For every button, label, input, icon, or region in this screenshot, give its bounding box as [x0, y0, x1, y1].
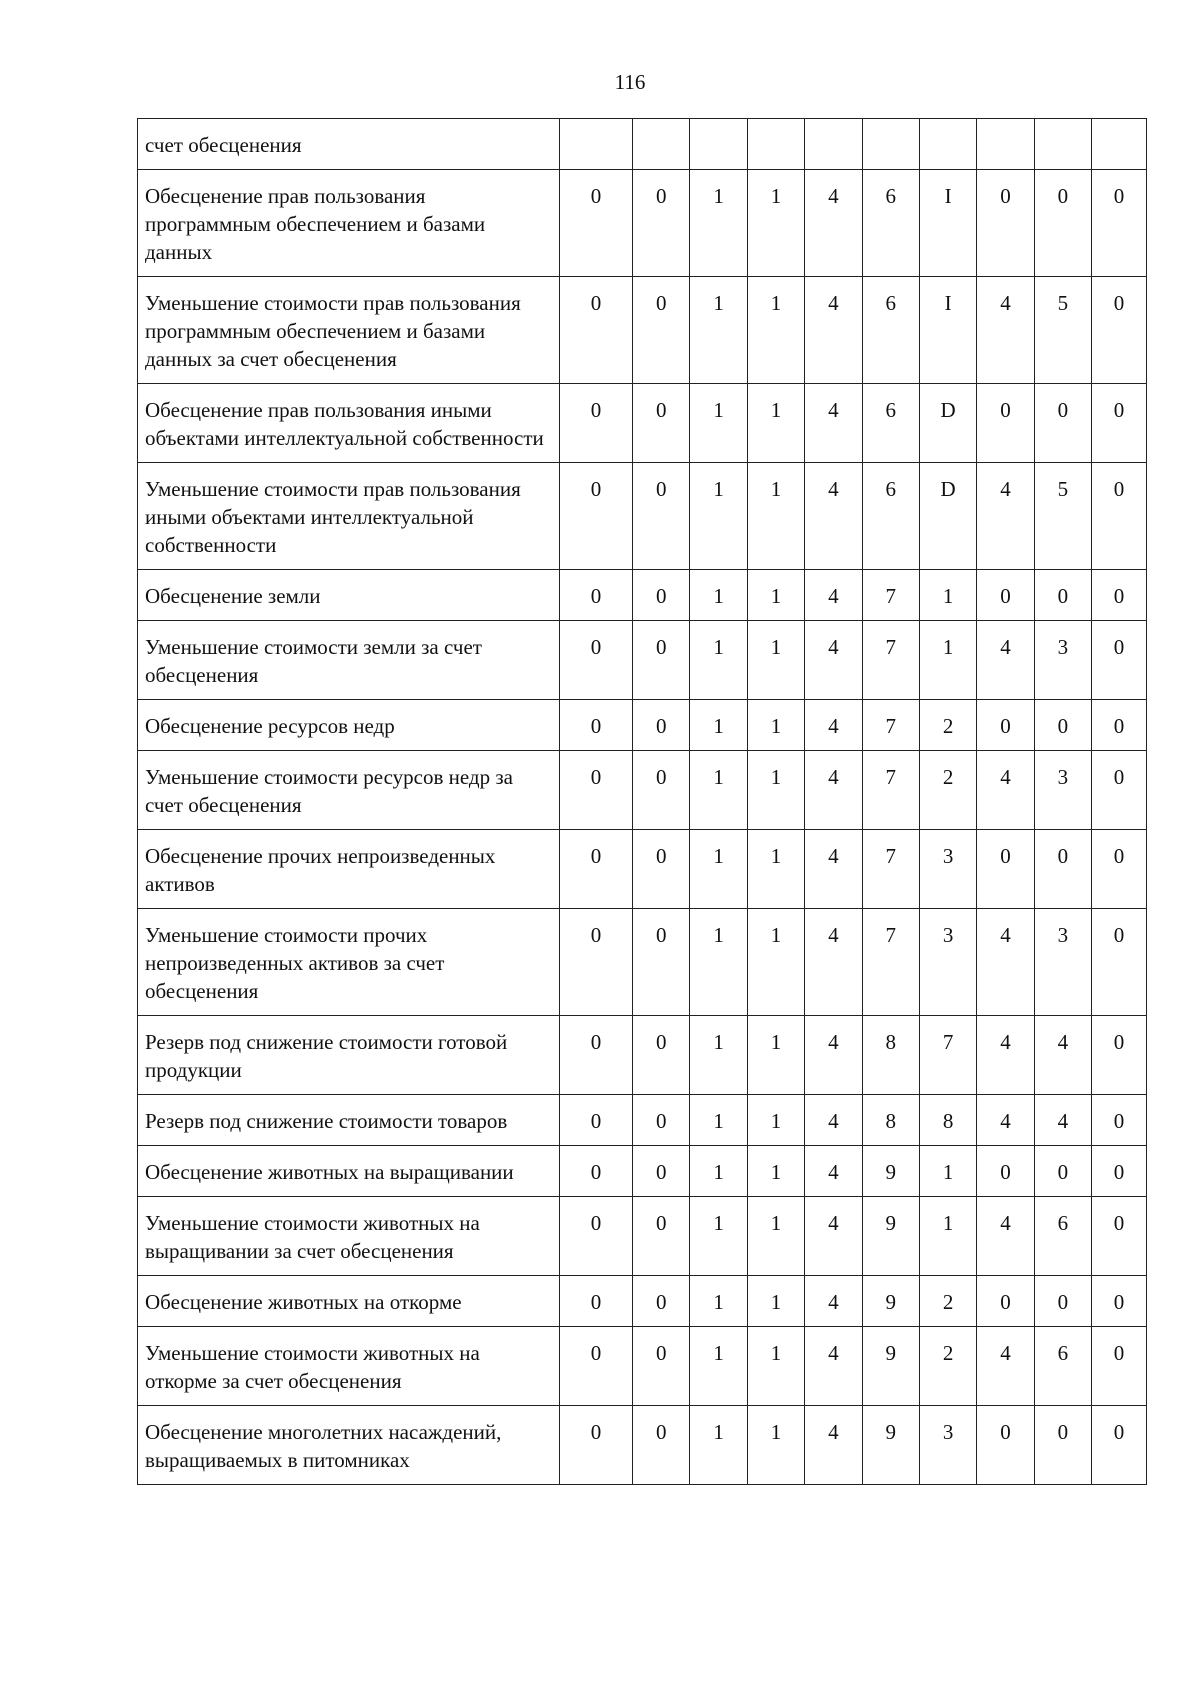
table-row: [138, 1146, 1147, 1197]
code-digit-cell: 1: [690, 277, 747, 384]
code-digit-cell: 0: [1092, 1146, 1147, 1197]
code-digit-cell: 4: [805, 751, 862, 830]
table-row: [138, 1095, 1147, 1146]
code-digit-cell: 0: [633, 384, 690, 463]
table-row: [138, 1327, 1147, 1406]
table-body: [138, 119, 1147, 1485]
code-digit-cell: 0: [560, 1016, 633, 1095]
code-digit-cell: 0: [633, 1197, 690, 1276]
code-digit-cell: 3: [1034, 621, 1091, 700]
code-digit-cell: 7: [862, 830, 919, 909]
code-digit-cell: 9: [862, 1146, 919, 1197]
code-digit-cell: 2: [919, 1327, 976, 1406]
code-digit-cell: 0: [1034, 830, 1091, 909]
code-digit-cell: 0: [560, 830, 633, 909]
code-digit-cell: 0: [1092, 1016, 1147, 1095]
code-digit-cell: 4: [805, 1406, 862, 1485]
code-digit-cell: 1: [747, 1146, 804, 1197]
row-name-cell: Обесценение прочих непроизведенных активов: [138, 830, 560, 909]
code-digit-cell: 4: [977, 621, 1034, 700]
code-digit-cell: 1: [747, 1095, 804, 1146]
code-digit-cell: 5: [1034, 463, 1091, 570]
code-digit-cell: 5: [1034, 277, 1091, 384]
code-digit-cell: 0: [977, 1146, 1034, 1197]
table-row: [138, 700, 1147, 751]
code-digit-cell: 0: [1092, 570, 1147, 621]
code-digit-cell: 0: [1092, 909, 1147, 1016]
code-digit-cell: 0: [977, 1276, 1034, 1327]
row-name-cell: Резерв под снижение стоимости товаров: [138, 1095, 560, 1146]
code-digit-cell: [1092, 119, 1147, 170]
code-digit-cell: 0: [633, 1327, 690, 1406]
code-digit-cell: [560, 119, 633, 170]
code-digit-cell: 1: [747, 621, 804, 700]
table-row: [138, 621, 1147, 700]
row-name-cell: Уменьшение стоимости животных на выращивании за счет обесценения: [138, 1197, 560, 1276]
code-digit-cell: 0: [560, 621, 633, 700]
code-digit-cell: 2: [919, 751, 976, 830]
code-digit-cell: 0: [560, 751, 633, 830]
row-name-cell: Обесценение прав пользования иными объектами интеллектуальной собственности: [138, 384, 560, 463]
code-digit-cell: [977, 119, 1034, 170]
row-name-cell: счет обесценения: [138, 119, 560, 170]
code-digit-cell: I: [919, 277, 976, 384]
code-digit-cell: 0: [560, 1095, 633, 1146]
account-codes-table: [137, 118, 1147, 1485]
code-digit-cell: 0: [633, 909, 690, 1016]
code-digit-cell: 0: [977, 830, 1034, 909]
code-digit-cell: 2: [919, 1276, 976, 1327]
code-digit-cell: 0: [633, 277, 690, 384]
code-digit-cell: 1: [747, 909, 804, 1016]
code-digit-cell: 0: [977, 384, 1034, 463]
code-digit-cell: 4: [977, 909, 1034, 1016]
table-row: [138, 1406, 1147, 1485]
code-digit-cell: 0: [1092, 1095, 1147, 1146]
code-digit-cell: 1: [919, 621, 976, 700]
code-digit-cell: 4: [977, 463, 1034, 570]
code-digit-cell: [1034, 119, 1091, 170]
code-digit-cell: 4: [805, 830, 862, 909]
code-digit-cell: 7: [862, 700, 919, 751]
code-digit-cell: 9: [862, 1406, 919, 1485]
code-digit-cell: 1: [690, 1146, 747, 1197]
row-name-cell: Обесценение прав пользования программным обеспечением и базами данных: [138, 170, 560, 277]
code-digit-cell: 1: [690, 621, 747, 700]
code-digit-cell: 0: [977, 570, 1034, 621]
table-row: [138, 170, 1147, 277]
code-digit-cell: 0: [1092, 170, 1147, 277]
code-digit-cell: 1: [690, 170, 747, 277]
code-digit-cell: 7: [862, 751, 919, 830]
code-digit-cell: 0: [633, 1276, 690, 1327]
code-digit-cell: [690, 119, 747, 170]
code-digit-cell: 8: [919, 1095, 976, 1146]
code-digit-cell: 3: [1034, 751, 1091, 830]
table-row: [138, 570, 1147, 621]
code-digit-cell: 1: [690, 909, 747, 1016]
code-digit-cell: 0: [560, 463, 633, 570]
code-digit-cell: D: [919, 384, 976, 463]
table-row: [138, 277, 1147, 384]
row-name-cell: Резерв под снижение стоимости готовой продукции: [138, 1016, 560, 1095]
code-digit-cell: 4: [805, 1146, 862, 1197]
code-digit-cell: 7: [919, 1016, 976, 1095]
code-digit-cell: [919, 119, 976, 170]
table-row: [138, 384, 1147, 463]
code-digit-cell: 1: [747, 1276, 804, 1327]
code-digit-cell: 3: [919, 909, 976, 1016]
code-digit-cell: 0: [560, 277, 633, 384]
code-digit-cell: 1: [690, 700, 747, 751]
code-digit-cell: I: [919, 170, 976, 277]
code-digit-cell: 1: [690, 1276, 747, 1327]
code-digit-cell: 4: [805, 570, 862, 621]
code-digit-cell: 7: [862, 909, 919, 1016]
code-digit-cell: 1: [747, 830, 804, 909]
code-digit-cell: 4: [977, 1016, 1034, 1095]
code-digit-cell: 7: [862, 621, 919, 700]
code-digit-cell: 4: [805, 277, 862, 384]
code-digit-cell: 0: [633, 751, 690, 830]
code-digit-cell: 0: [1092, 751, 1147, 830]
code-digit-cell: 0: [1034, 170, 1091, 277]
code-digit-cell: 4: [805, 1095, 862, 1146]
code-digit-cell: 0: [633, 570, 690, 621]
code-digit-cell: 4: [977, 1327, 1034, 1406]
code-digit-cell: 4: [977, 1197, 1034, 1276]
row-name-cell: Обесценение земли: [138, 570, 560, 621]
code-digit-cell: [633, 119, 690, 170]
code-digit-cell: 0: [1092, 830, 1147, 909]
code-digit-cell: 1: [747, 570, 804, 621]
code-digit-cell: 1: [747, 463, 804, 570]
code-digit-cell: 4: [805, 1327, 862, 1406]
code-digit-cell: 0: [560, 570, 633, 621]
row-name-cell: Обесценение многолетних насаждений, выращиваемых в питомниках: [138, 1406, 560, 1485]
code-digit-cell: 4: [977, 751, 1034, 830]
code-digit-cell: 0: [1092, 384, 1147, 463]
code-digit-cell: 4: [805, 621, 862, 700]
code-digit-cell: 4: [805, 170, 862, 277]
table-row: [138, 1016, 1147, 1095]
code-digit-cell: 3: [1034, 909, 1091, 1016]
code-digit-cell: 9: [862, 1197, 919, 1276]
code-digit-cell: 1: [919, 570, 976, 621]
code-digit-cell: 0: [633, 1016, 690, 1095]
code-digit-cell: 6: [1034, 1197, 1091, 1276]
code-digit-cell: 0: [1092, 1276, 1147, 1327]
code-digit-cell: 0: [560, 170, 633, 277]
code-digit-cell: 1: [919, 1197, 976, 1276]
table-row: [138, 1276, 1147, 1327]
code-digit-cell: 4: [805, 1016, 862, 1095]
code-digit-cell: 3: [919, 830, 976, 909]
code-digit-cell: 6: [862, 277, 919, 384]
code-digit-cell: 0: [560, 909, 633, 1016]
code-digit-cell: 0: [560, 1406, 633, 1485]
code-digit-cell: 1: [747, 1016, 804, 1095]
code-digit-cell: 0: [977, 1406, 1034, 1485]
code-digit-cell: 1: [690, 384, 747, 463]
code-digit-cell: 0: [633, 830, 690, 909]
code-digit-cell: 1: [690, 1016, 747, 1095]
code-digit-cell: 1: [747, 700, 804, 751]
code-digit-cell: 0: [560, 1276, 633, 1327]
code-digit-cell: D: [919, 463, 976, 570]
code-digit-cell: 0: [1092, 1327, 1147, 1406]
code-digit-cell: 6: [862, 463, 919, 570]
code-digit-cell: 0: [560, 1146, 633, 1197]
code-digit-cell: 1: [747, 1197, 804, 1276]
code-digit-cell: 0: [560, 700, 633, 751]
row-name-cell: Обесценение ресурсов недр: [138, 700, 560, 751]
code-digit-cell: 4: [805, 700, 862, 751]
code-digit-cell: 0: [977, 170, 1034, 277]
table-row: [138, 909, 1147, 1016]
code-digit-cell: 6: [862, 170, 919, 277]
code-digit-cell: 0: [1034, 1406, 1091, 1485]
code-digit-cell: 0: [1092, 463, 1147, 570]
code-digit-cell: 1: [690, 1327, 747, 1406]
code-digit-cell: 0: [1034, 700, 1091, 751]
code-digit-cell: 1: [747, 751, 804, 830]
code-digit-cell: 7: [862, 570, 919, 621]
row-name-cell: Обесценение животных на выращивании: [138, 1146, 560, 1197]
row-name-cell: Обесценение животных на откорме: [138, 1276, 560, 1327]
code-digit-cell: 1: [747, 1406, 804, 1485]
code-digit-cell: 1: [690, 751, 747, 830]
code-digit-cell: 0: [633, 1146, 690, 1197]
code-digit-cell: 0: [633, 1406, 690, 1485]
table-row: [138, 463, 1147, 570]
code-digit-cell: 1: [690, 463, 747, 570]
code-digit-cell: 8: [862, 1095, 919, 1146]
row-name-cell: Уменьшение стоимости ресурсов недр за счет обесценения: [138, 751, 560, 830]
code-digit-cell: 2: [919, 700, 976, 751]
code-digit-cell: 1: [747, 277, 804, 384]
code-digit-cell: [747, 119, 804, 170]
code-digit-cell: 6: [862, 384, 919, 463]
code-digit-cell: 1: [747, 384, 804, 463]
code-digit-cell: 0: [977, 700, 1034, 751]
code-digit-cell: 9: [862, 1327, 919, 1406]
code-digit-cell: 0: [633, 621, 690, 700]
code-digit-cell: 0: [1034, 1146, 1091, 1197]
code-digit-cell: 8: [862, 1016, 919, 1095]
code-digit-cell: 4: [1034, 1095, 1091, 1146]
table-row: [138, 751, 1147, 830]
code-digit-cell: 9: [862, 1276, 919, 1327]
row-name-cell: Уменьшение стоимости прав пользования программным обеспечением и базами данных за счет обесценения: [138, 277, 560, 384]
code-digit-cell: 1: [919, 1146, 976, 1197]
row-name-cell: Уменьшение стоимости прав пользования иными объектами интеллектуальной собственности: [138, 463, 560, 570]
table-row: [138, 830, 1147, 909]
code-digit-cell: 1: [690, 570, 747, 621]
code-digit-cell: 0: [560, 1197, 633, 1276]
code-digit-cell: 0: [1092, 277, 1147, 384]
code-digit-cell: 0: [633, 463, 690, 570]
row-name-cell: Уменьшение стоимости земли за счет обесценения: [138, 621, 560, 700]
code-digit-cell: [805, 119, 862, 170]
page-number: 116: [614, 70, 646, 94]
code-digit-cell: 0: [1034, 1276, 1091, 1327]
code-digit-cell: 0: [1092, 1197, 1147, 1276]
code-digit-cell: 6: [1034, 1327, 1091, 1406]
code-digit-cell: 0: [560, 1327, 633, 1406]
code-digit-cell: 4: [805, 909, 862, 1016]
code-digit-cell: 0: [1092, 700, 1147, 751]
code-digit-cell: 4: [977, 277, 1034, 384]
code-digit-cell: 1: [690, 1197, 747, 1276]
table-row: [138, 119, 1147, 170]
code-digit-cell: 1: [747, 170, 804, 277]
code-digit-cell: 0: [633, 1095, 690, 1146]
code-digit-cell: 4: [805, 1276, 862, 1327]
row-name-cell: Уменьшение стоимости прочих непроизведенных активов за счет обесценения: [138, 909, 560, 1016]
code-digit-cell: 1: [690, 830, 747, 909]
code-digit-cell: 0: [633, 700, 690, 751]
code-digit-cell: 0: [1034, 384, 1091, 463]
code-digit-cell: 3: [919, 1406, 976, 1485]
code-digit-cell: 1: [690, 1406, 747, 1485]
code-digit-cell: 4: [1034, 1016, 1091, 1095]
code-digit-cell: 4: [977, 1095, 1034, 1146]
table-row: [138, 1197, 1147, 1276]
code-digit-cell: 0: [560, 384, 633, 463]
code-digit-cell: 1: [690, 1095, 747, 1146]
code-digit-cell: 0: [633, 170, 690, 277]
code-digit-cell: 4: [805, 384, 862, 463]
code-digit-cell: 0: [1092, 621, 1147, 700]
code-digit-cell: 0: [1092, 1406, 1147, 1485]
code-digit-cell: 4: [805, 463, 862, 570]
code-digit-cell: 4: [805, 1197, 862, 1276]
row-name-cell: Уменьшение стоимости животных на откорме за счет обесценения: [138, 1327, 560, 1406]
code-digit-cell: 0: [1034, 570, 1091, 621]
code-digit-cell: 1: [747, 1327, 804, 1406]
code-digit-cell: [862, 119, 919, 170]
